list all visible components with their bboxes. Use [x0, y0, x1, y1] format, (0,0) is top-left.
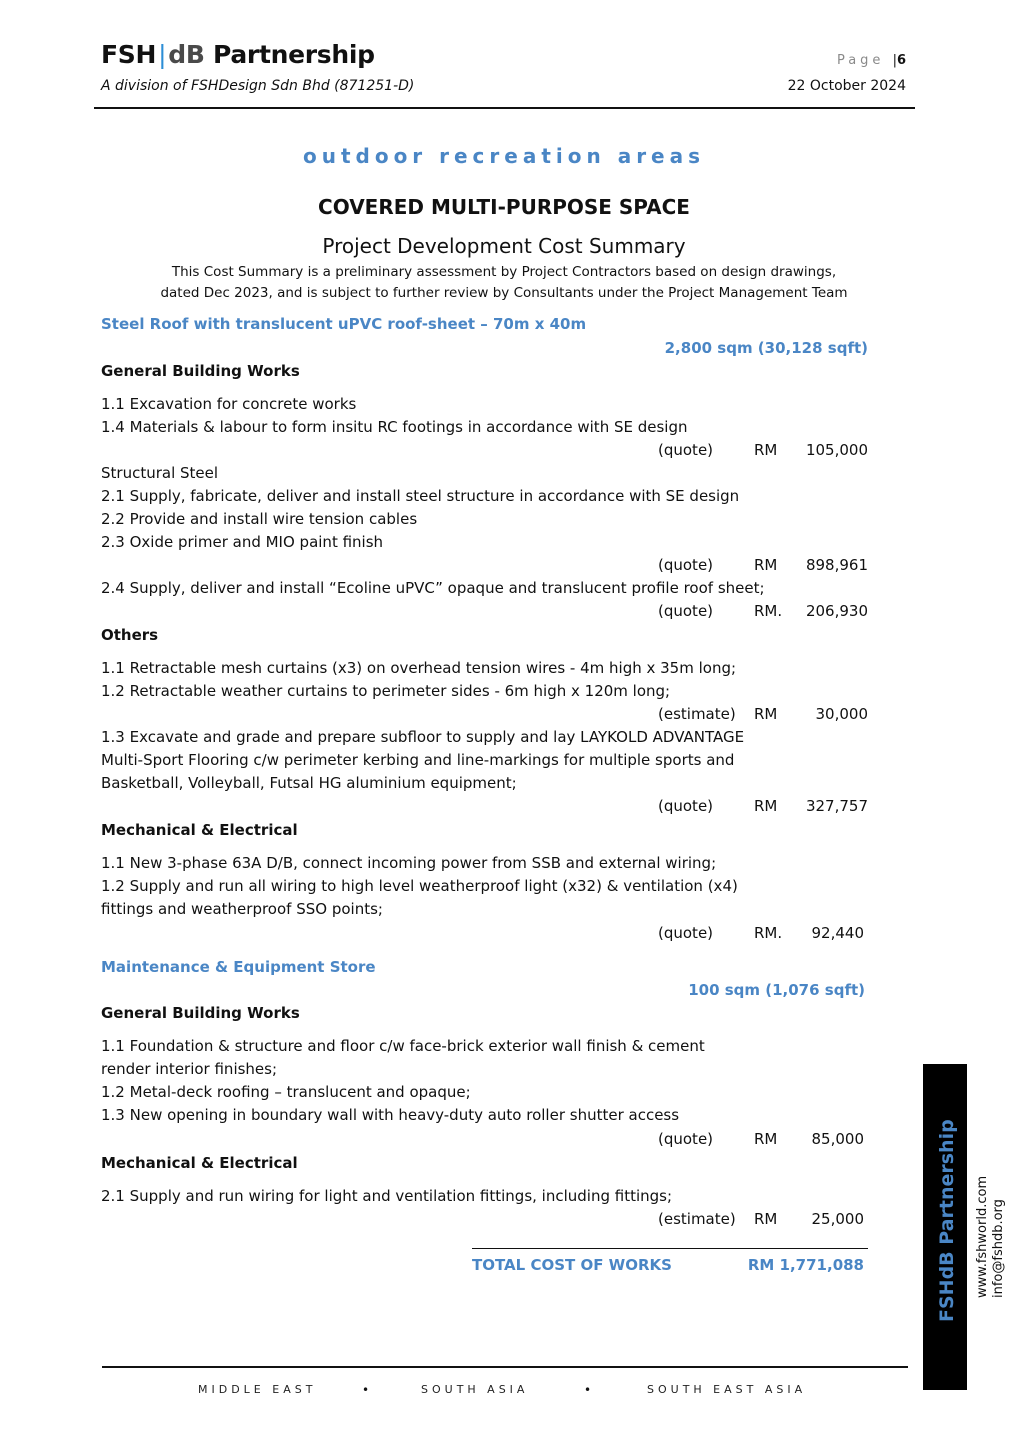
- part1-gbw-heading: General Building Works: [101, 362, 300, 380]
- intro-paragraph: [0, 262, 1008, 304]
- cost-currency: RM: [754, 556, 778, 574]
- page-number: 6: [896, 53, 906, 68]
- header-divider: [94, 107, 915, 109]
- cost-amount: 85,000: [811, 1130, 864, 1148]
- line-item: 2.1 Supply and run wiring for light and ventilation fittings, including fittings;: [101, 1187, 673, 1205]
- part2-gbw-heading: General Building Works: [101, 1004, 300, 1022]
- line-item: 1.2 Supply and run all wiring to high level weatherproof light (x32) & ventilation (x4): [101, 877, 738, 895]
- line-item: 1.2 Metal-deck roofing – translucent and opaque;: [101, 1083, 471, 1101]
- line-item: 1.1 Retractable mesh curtains (x3) on overhead tension wires - 4m high x 35m long;: [101, 659, 737, 677]
- cost-basis: (quote): [658, 441, 714, 459]
- footer-bullet: •: [584, 1383, 592, 1397]
- part1-others-heading: Others: [101, 626, 159, 644]
- cost-currency: RM: [754, 797, 778, 815]
- cost-amount: 327,757: [805, 797, 868, 815]
- intro-line: This Cost Summary is a preliminary assessment by Project Contractors based on design drawings,: [171, 264, 837, 280]
- page-indicator: Page |6: [836, 53, 906, 68]
- line-item: 1.4 Materials & labour to form insitu RC footings in accordance with SE design: [101, 418, 688, 436]
- cost-currency: RM: [754, 441, 778, 459]
- part1-heading: Steel Roof with translucent uPVC roof-sheet – 70m x 40m: [101, 315, 587, 333]
- line-item: 1.2 Retractable weather curtains to perimeter sides - 6m high x 120m long;: [101, 682, 671, 700]
- cost-basis: (quote): [658, 556, 714, 574]
- cost-amount: 105,000: [805, 441, 868, 459]
- cost-amount: 25,000: [811, 1210, 864, 1228]
- line-item: Multi-Sport Flooring c/w perimeter kerbing and line-markings for multiple sports and: [101, 751, 735, 769]
- sidebar-website: www.fshworld.com: [975, 1175, 990, 1298]
- page-title: COVERED MULTI-PURPOSE SPACE: [318, 195, 690, 219]
- intro-line: dated Dec 2023, and is subject to further review by Consultants under the Project Management Team: [160, 285, 848, 301]
- line-item: 1.1 Foundation & structure and floor c/w face-brick exterior wall finish & cement: [101, 1037, 705, 1055]
- cost-amount: 92,440: [811, 924, 864, 942]
- total-amount: RM 1,771,088: [747, 1256, 864, 1274]
- line-item: fittings and weatherproof SSO points;: [101, 900, 383, 918]
- company-subtitle: A division of FSHDesign Sdn Bhd (871251-D): [101, 78, 415, 94]
- document-date: 22 October 2024: [787, 78, 906, 94]
- line-item: 2.3 Oxide primer and MIO paint finish: [101, 533, 384, 551]
- cost-currency: RM: [754, 1210, 778, 1228]
- line-item: 2.4 Supply, deliver and install “Ecoline uPVC” opaque and translucent profile roof sheet;: [101, 579, 765, 597]
- line-item: render interior finishes;: [101, 1060, 278, 1078]
- line-item: 2.2 Provide and install wire tension cables: [101, 510, 418, 528]
- part2-heading: Maintenance & Equipment Store: [101, 958, 376, 976]
- section-title: outdoor recreation areas: [302, 144, 706, 168]
- cost-currency: RM.: [754, 602, 783, 620]
- line-item: 1.1 Excavation for concrete works: [101, 395, 357, 413]
- footer-region: SOUTH EAST ASIA: [647, 1383, 807, 1396]
- footer-bullet: •: [362, 1383, 370, 1397]
- footer-divider: [102, 1366, 908, 1368]
- page-subtitle: Project Development Cost Summary: [322, 234, 686, 258]
- part2-area: 100 sqm (1,076 sqft): [688, 981, 865, 999]
- cost-amount: 206,930: [805, 602, 868, 620]
- part1-area: 2,800 sqm (30,128 sqft): [664, 339, 868, 357]
- company-logo: FSH|dB Partnership: [101, 40, 375, 69]
- footer-region: MIDDLE EAST: [198, 1383, 317, 1396]
- subheading-structural-steel: Structural Steel: [101, 464, 219, 482]
- part1-me-heading: Mechanical & Electrical: [101, 821, 298, 839]
- cost-currency: RM: [754, 705, 778, 723]
- line-item: 2.1 Supply, fabricate, deliver and install steel structure in accordance with SE design: [101, 487, 740, 505]
- cost-amount: 30,000: [815, 705, 868, 723]
- part2-me-heading: Mechanical & Electrical: [101, 1154, 298, 1172]
- cost-basis: (quote): [658, 924, 714, 942]
- cost-amount: 898,961: [805, 556, 868, 574]
- total-label: TOTAL COST OF WORKS: [472, 1256, 672, 1274]
- cost-basis: (quote): [658, 797, 714, 815]
- footer-region: SOUTH ASIA: [421, 1383, 529, 1396]
- cost-basis: (estimate): [658, 705, 736, 723]
- cost-basis: (quote): [658, 602, 714, 620]
- total-divider: [472, 1248, 868, 1249]
- line-item: Basketball, Volleyball, Futsal HG aluminium equipment;: [101, 774, 517, 792]
- line-item: 1.3 New opening in boundary wall with heavy-duty auto roller shutter access: [101, 1106, 680, 1124]
- cost-basis: (estimate): [658, 1210, 736, 1228]
- line-item: 1.3 Excavate and grade and prepare subfloor to supply and lay LAYKOLD ADVANTAGE: [101, 728, 745, 746]
- sidebar-brand: FSHdB Partnership: [936, 1119, 958, 1322]
- cost-currency: RM.: [754, 924, 783, 942]
- cost-basis: (quote): [658, 1130, 714, 1148]
- sidebar-email: info@fshdb.org: [991, 1199, 1006, 1298]
- line-item: 1.1 New 3-phase 63A D/B, connect incoming power from SSB and external wiring;: [101, 854, 717, 872]
- cost-currency: RM: [754, 1130, 778, 1148]
